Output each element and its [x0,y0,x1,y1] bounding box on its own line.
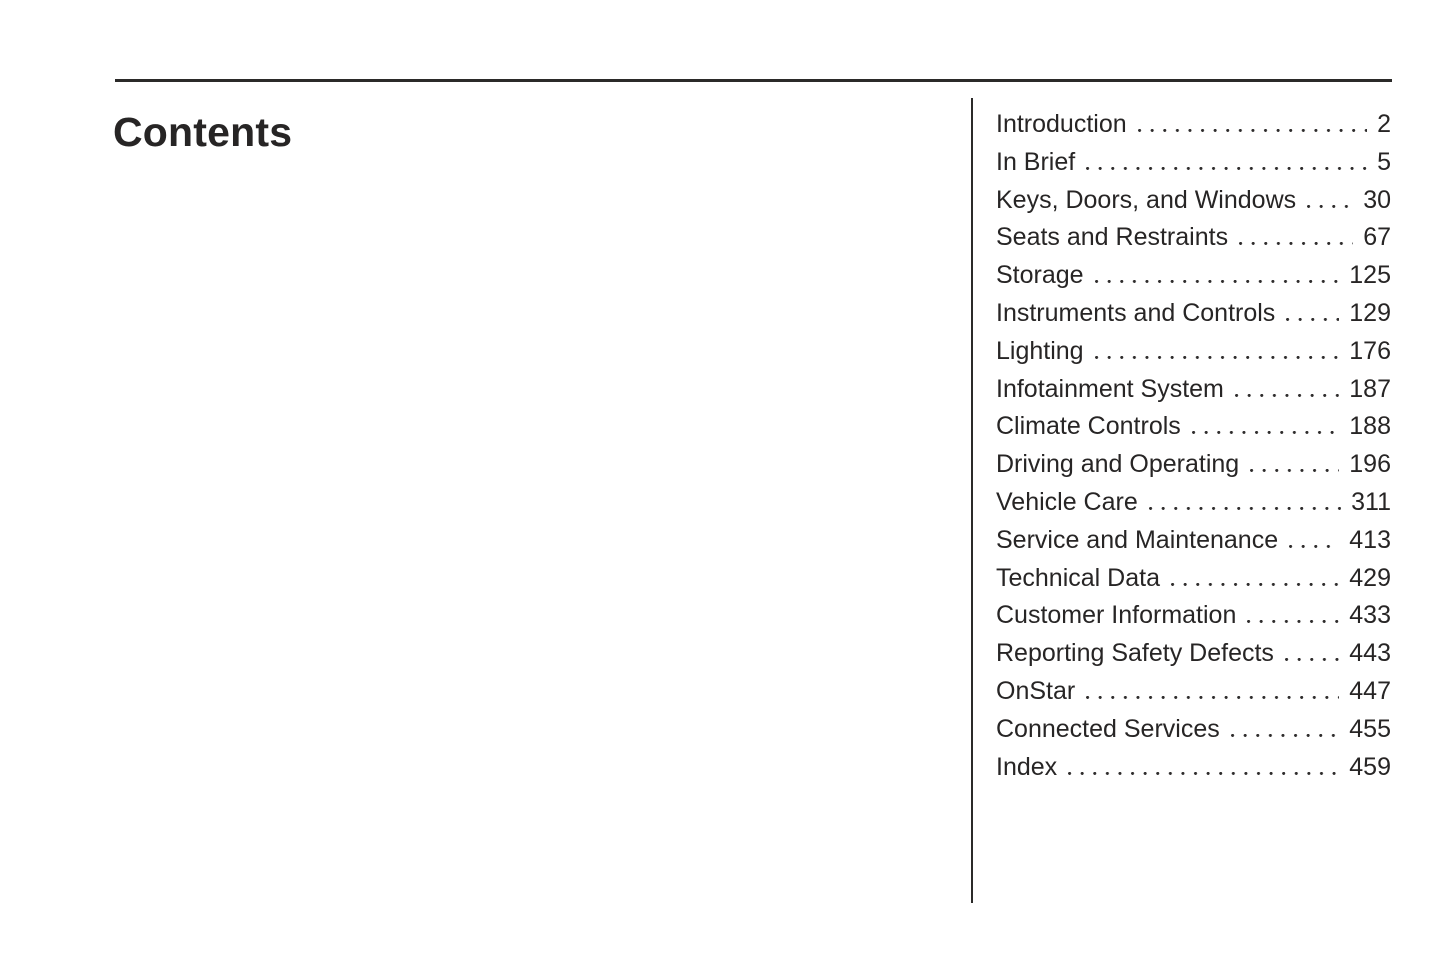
toc-entry-page: 67 [1363,223,1391,252]
toc-entry [996,749,1391,787]
page-title: Contents [113,109,293,155]
dot-leader [1068,772,1339,775]
toc-entry [996,484,1391,522]
toc-entry-page: 455 [1349,714,1391,743]
toc-entry-label: Customer Information [996,601,1237,630]
toc-entry [996,560,1391,598]
toc-entry [996,295,1391,333]
toc-entry-label: Keys, Doors, and Windows [996,185,1297,214]
toc-entry-label: Instruments and Controls [996,298,1276,327]
toc-entry [996,446,1391,484]
dot-leader [1231,734,1340,737]
toc-entry-label: Service and Maintenance [996,525,1279,554]
toc-entry-label: Introduction [996,110,1127,138]
toc-entry-page: 196 [1349,450,1391,479]
dot-leader [1250,469,1339,472]
toc-entry [996,711,1391,749]
toc-entry-label: Vehicle Care [996,487,1138,516]
dot-leader [1095,280,1340,283]
toc-entry [996,144,1391,182]
toc-entry [996,182,1391,220]
toc-entry-page: 433 [1349,601,1391,630]
toc-entry [996,219,1391,257]
toc-entry-label: Driving and Operating [996,450,1240,479]
toc-entry-page: 129 [1349,298,1391,327]
dot-leader [1086,167,1367,170]
toc-entry-label: OnStar [996,676,1076,705]
dot-leader [1171,583,1339,586]
toc-entry-page: 443 [1349,639,1391,668]
dot-leader [1286,318,1339,321]
toc-entry [996,597,1391,635]
toc-entry [996,333,1391,371]
toc-entry-page: 447 [1349,676,1391,705]
toc-entry [996,635,1391,673]
toc-entry-page: 413 [1349,525,1391,554]
dot-leader [1307,205,1353,208]
toc-entry-label: Storage [996,261,1084,290]
toc-entry-page: 187 [1349,374,1391,403]
top-horizontal-rule [115,79,1392,82]
toc-entry-page: 30 [1363,185,1391,214]
toc-entry [996,673,1391,711]
toc-entry-page: 2 [1377,110,1391,138]
column-divider-rule [971,98,973,903]
toc-entry-page: 459 [1349,752,1391,781]
toc-entry-label: Index [996,752,1058,781]
toc-entry-label: Climate Controls [996,412,1181,441]
dot-leader [1138,129,1367,132]
toc-entry-label: Technical Data [996,563,1160,592]
toc-entry-label: Connected Services [996,714,1220,743]
toc-entry-label: In Brief [996,147,1076,176]
dot-leader [1192,431,1340,434]
toc-entry [996,371,1391,409]
toc-entry-label: Seats and Restraints [996,223,1229,252]
dot-leader [1247,620,1339,623]
toc-entry-label: Infotainment System [996,374,1224,403]
toc-entry-label: Reporting Safety Defects [996,639,1274,668]
dot-leader [1235,394,1339,397]
toc-entry-page: 5 [1377,147,1391,176]
toc-entry [996,522,1391,560]
table-of-contents [996,106,1391,786]
toc-entry [996,257,1391,295]
dot-leader [1239,242,1353,245]
dot-leader [1086,696,1339,699]
dot-leader [1289,545,1339,548]
toc-entry-page: 176 [1349,336,1391,365]
toc-entry [996,408,1391,446]
dot-leader [1149,507,1341,510]
toc-entry-page: 311 [1351,487,1391,516]
toc-entry-page: 429 [1349,563,1391,592]
toc-entry-page: 188 [1349,412,1391,441]
toc-entry-label: Lighting [996,336,1084,365]
dot-leader [1095,356,1340,359]
toc-entry [996,106,1391,144]
dot-leader [1285,658,1339,661]
toc-entry-page: 125 [1349,261,1391,290]
